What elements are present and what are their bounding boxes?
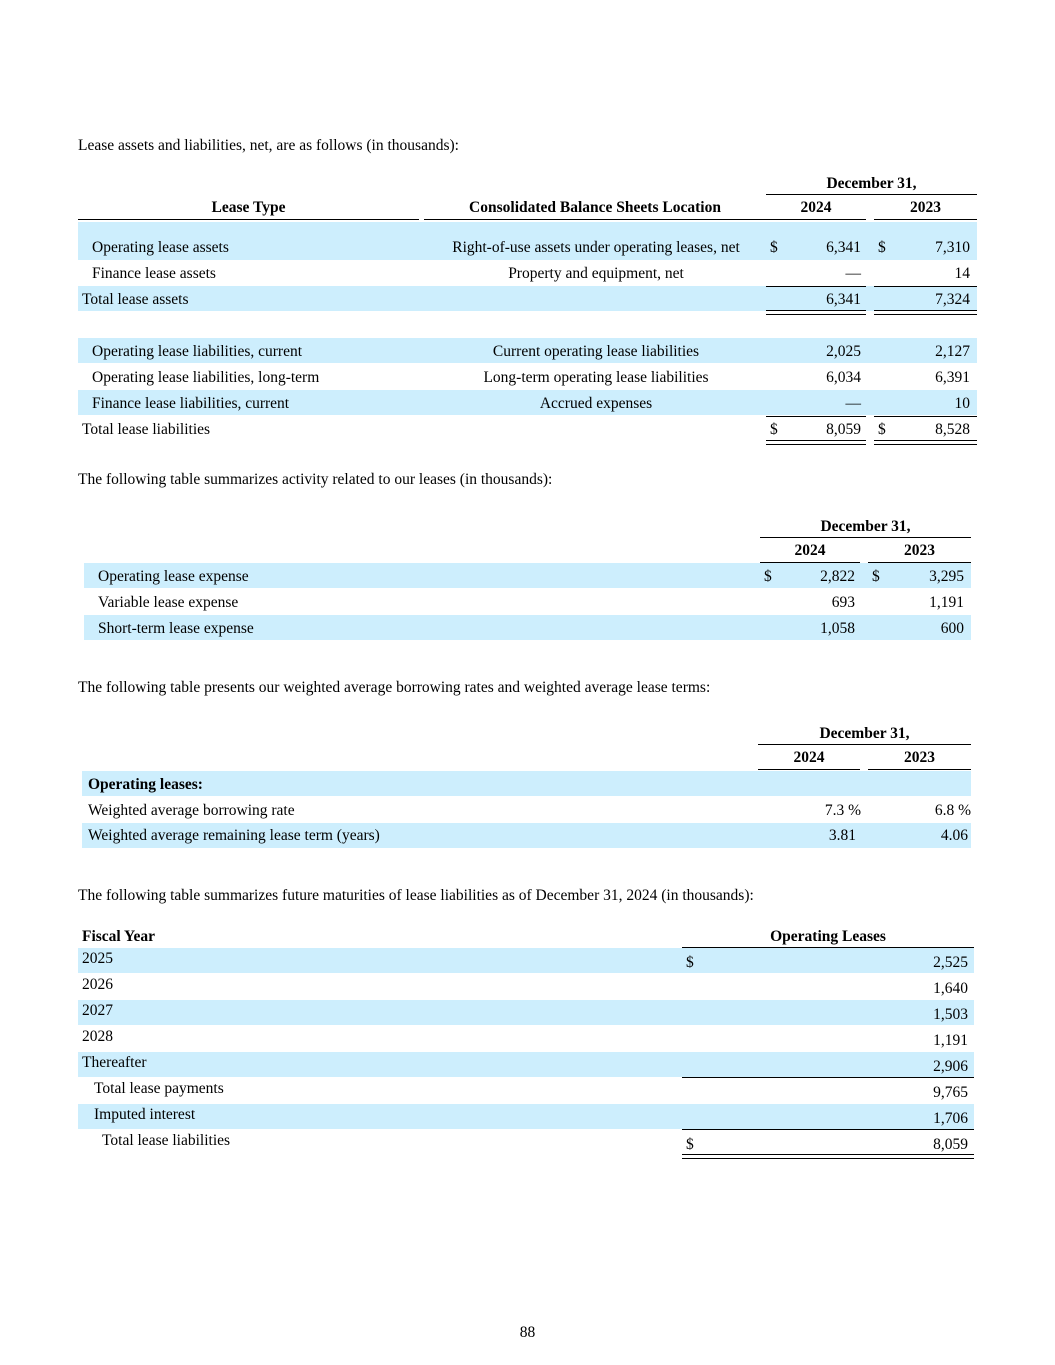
currency-symbol: $: [764, 568, 772, 585]
currency-symbol: $: [686, 1136, 694, 1153]
page-number: 88: [519, 1324, 536, 1341]
row-label: 2026: [82, 976, 113, 993]
row-location: Property and equipment, net: [508, 265, 684, 282]
table1-col-2024: 2024: [800, 199, 832, 216]
value-2024: 6,341: [826, 291, 861, 308]
row-label: 2025: [82, 950, 113, 967]
row-label: Imputed interest: [94, 1106, 196, 1123]
value-2023: 14: [954, 265, 970, 282]
row-label: Weighted average remaining lease term (years): [88, 827, 380, 844]
value-2023: 4.06: [940, 827, 968, 844]
value-2023: 6.8 %: [934, 802, 971, 819]
row-label: Weighted average borrowing rate: [88, 802, 295, 819]
intro-paragraph-4: The following table summarizes future maturities of lease liabilities as of December 31, 2024 (in thousands):: [78, 887, 754, 904]
row-label: Variable lease expense: [98, 594, 239, 611]
intro-paragraph-2: The following table summarizes activity related to our leases (in thousands):: [78, 471, 553, 488]
table1-col-location: Consolidated Balance Sheets Location: [469, 199, 721, 216]
row-value: 2,906: [933, 1058, 968, 1075]
row-value: 8,059: [933, 1136, 968, 1153]
value-2023: 8,528: [935, 421, 970, 438]
row-label: Operating lease liabilities, current: [92, 343, 303, 360]
value-2024: 2,025: [826, 343, 861, 360]
row-label: Finance lease liabilities, current: [92, 395, 290, 412]
row-value: 9,765: [933, 1084, 968, 1101]
row-location: Long-term operating lease liabilities: [483, 369, 709, 386]
value-2024: —: [845, 395, 861, 412]
row-label: Finance lease assets: [92, 265, 216, 282]
row-label: Operating lease assets: [92, 239, 229, 256]
value-2024: —: [845, 265, 861, 282]
table3-section-label: Operating leases:: [88, 776, 203, 793]
row-value: 1,706: [933, 1110, 968, 1127]
table2-col-2024: 2024: [794, 542, 826, 559]
row-value: 1,640: [933, 980, 968, 997]
intro-paragraph-1: Lease assets and liabilities, net, are as follows (in thousands):: [78, 137, 459, 154]
value-2023: 3,295: [929, 568, 964, 585]
value-2023: 7,310: [935, 239, 970, 256]
table4-col-fiscal-year: Fiscal Year: [82, 928, 156, 945]
row-label: 2027: [82, 1002, 113, 1019]
value-2024: 693: [831, 594, 855, 611]
row-label: Short-term lease expense: [98, 620, 254, 637]
table3-col-2024: 2024: [793, 749, 825, 766]
table2-col-2023: 2023: [904, 542, 935, 559]
value-2024: 6,034: [826, 369, 861, 386]
currency-symbol: $: [770, 421, 778, 438]
row-value: 1,191: [933, 1032, 968, 1049]
intro-paragraph-3: The following table presents our weighted average borrowing rates and weighted average lease terms:: [78, 679, 711, 696]
row-label: Total lease assets: [82, 291, 189, 308]
currency-symbol: $: [770, 239, 778, 256]
value-2023: 2,127: [935, 343, 970, 360]
value-2024: 3.81: [828, 827, 856, 844]
value-2024: 8,059: [826, 421, 861, 438]
row-label: Total lease liabilities: [102, 1132, 231, 1149]
row-label: Thereafter: [82, 1054, 147, 1071]
value-2024: 1,058: [820, 620, 855, 637]
table1-header-group: December 31,: [826, 175, 917, 192]
row-value: 1,503: [933, 1006, 968, 1023]
table1-col-2023: 2023: [910, 199, 941, 216]
row-location: Accrued expenses: [539, 395, 653, 412]
row-location: Right-of-use assets under operating leases, net: [452, 239, 740, 256]
value-2023: 7,324: [935, 291, 970, 308]
table1-col-lease-type: Lease Type: [211, 199, 286, 216]
row-location: Current operating lease liabilities: [492, 343, 700, 360]
value-2024: 7.3 %: [824, 802, 861, 819]
currency-symbol: $: [872, 568, 880, 585]
value-2024: 2,822: [820, 568, 855, 585]
value-2024: 6,341: [826, 239, 861, 256]
table4-col-operating-leases: Operating Leases: [770, 928, 886, 945]
row-label: Operating lease liabilities, long-term: [92, 369, 320, 386]
table3-col-2023: 2023: [904, 749, 935, 766]
row-label: Operating lease expense: [98, 568, 249, 585]
row-value: 2,525: [933, 954, 968, 971]
table2-header-group: December 31,: [820, 518, 911, 535]
value-2023: 1,191: [929, 594, 964, 611]
value-2023: 600: [940, 620, 964, 637]
table3-header-group: December 31,: [819, 725, 910, 742]
row-label: Total lease liabilities: [82, 421, 211, 438]
currency-symbol: $: [686, 954, 694, 971]
currency-symbol: $: [878, 421, 886, 438]
row-label: Total lease payments: [94, 1080, 224, 1097]
value-2023: 10: [954, 395, 970, 412]
value-2023: 6,391: [935, 369, 970, 386]
row-label: 2028: [82, 1028, 113, 1045]
currency-symbol: $: [878, 239, 886, 256]
